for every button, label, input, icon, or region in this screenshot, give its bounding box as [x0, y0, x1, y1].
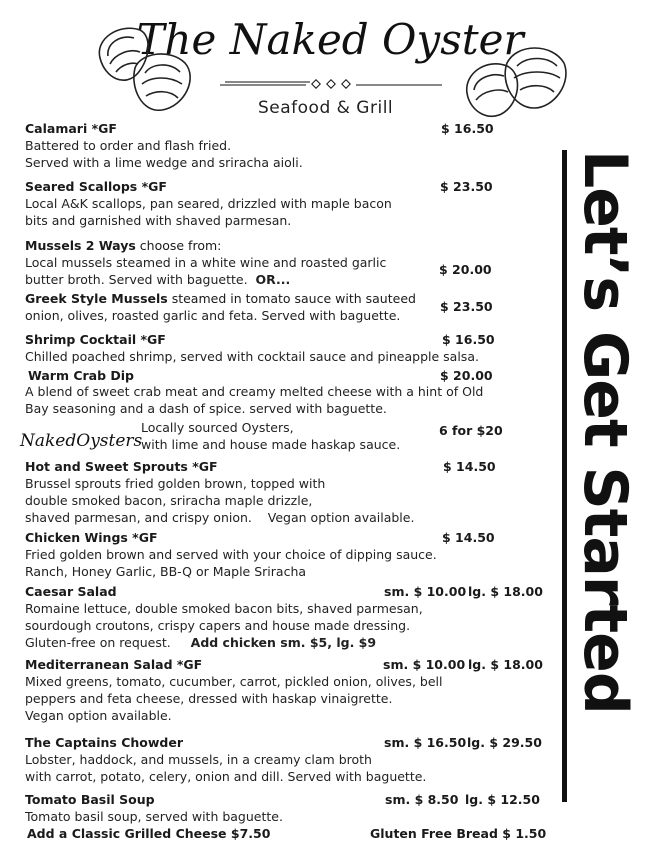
- item-price: $ 23.50: [440, 179, 493, 194]
- item-name: Calamari *GF: [25, 121, 117, 136]
- logo: [136, 4, 524, 74]
- item-desc: Romaine lettuce, double smoked bacon bits, shaved parmesan,: [25, 601, 423, 616]
- subtitle: Seafood & Grill: [258, 98, 394, 118]
- side-banner-rule: [562, 150, 567, 802]
- item-price-large: lg. $ 12.50: [465, 792, 540, 807]
- item-desc: Bay seasoning and a dash of spice. served with baguette.: [25, 401, 387, 416]
- item-price-small: sm. $ 16.50: [384, 735, 467, 750]
- item-name: Mediterranean Salad *GF: [25, 657, 203, 672]
- item-price: $ 23.50: [440, 299, 493, 314]
- item-price: $ 16.50: [441, 121, 494, 136]
- item-desc: double smoked bacon, sriracha maple drizzle,: [25, 493, 313, 508]
- item-name: Seared Scallops *GF: [25, 179, 167, 194]
- item-desc: with lime and house made haskap sauce.: [141, 437, 401, 452]
- item-price: $ 14.50: [442, 530, 495, 545]
- item-desc: Ranch, Honey Garlic, BB-Q or Maple Sriracha: [25, 564, 307, 579]
- oyster-illustration-left-icon: [90, 18, 200, 118]
- side-banner-text: Let’s Get Started: [570, 150, 640, 714]
- menu-item-caesar: [25, 584, 545, 651]
- item-price: 6 for $20: [439, 423, 503, 438]
- item-desc: Vegan option available.: [25, 708, 172, 723]
- item-desc: Served with a lime wedge and sriracha aioli.: [25, 155, 303, 170]
- item-price: $ 20.00: [440, 368, 493, 383]
- item-name-suffix: choose from:: [135, 238, 222, 253]
- item-desc: bits and garnished with shaved parmesan.: [25, 213, 292, 228]
- menu-item-oysters: [141, 419, 461, 453]
- item-price-small: sm. $ 10.00: [383, 657, 466, 672]
- item-desc: with carrot, potato, celery, onion and dill. Served with baguette.: [25, 769, 427, 784]
- item-desc: shaved parmesan, and crispy onion. Vegan option available.: [25, 510, 415, 525]
- item-desc: Local A&K scallops, pan seared, drizzled with maple bacon: [25, 196, 392, 211]
- item-price: $ 16.50: [442, 332, 495, 347]
- item-price-large: lg. $ 29.50: [467, 735, 542, 750]
- item-desc: Chilled poached shrimp, served with cocktail sauce and pineapple salsa.: [25, 349, 479, 364]
- menu-item-mediterranean: [25, 657, 545, 724]
- item-price: $ 20.00: [439, 262, 492, 277]
- item-desc: A blend of sweet crab meat and creamy melted cheese with a hint of Old: [25, 384, 484, 399]
- item-price-small: sm. $ 10.00: [384, 584, 467, 599]
- item-desc: Gluten-free on request.: [25, 635, 171, 650]
- item-name-suffix: steamed in tomato sauce with sauteed: [167, 291, 416, 306]
- item-name: The Captains Chowder: [25, 735, 183, 750]
- item-desc: butter broth. Served with baguette.: [25, 272, 248, 287]
- item-price-small: sm. $ 8.50: [385, 792, 459, 807]
- item-addon: Add chicken sm. $5, lg. $9: [190, 635, 377, 650]
- grilled-cheese-addon: Add a Classic Grilled Cheese $7.50: [27, 826, 271, 841]
- item-price-large: lg. $ 18.00: [468, 584, 543, 599]
- item-desc: Locally sourced Oysters,: [141, 420, 294, 435]
- item-name: Hot and Sweet Sprouts *GF: [25, 459, 218, 474]
- item-or: OR...: [255, 272, 291, 287]
- item-desc: Fried golden brown and served with your choice of dipping sauce.: [25, 547, 437, 562]
- item-name: Greek Style Mussels: [25, 291, 168, 306]
- item-name: Shrimp Cocktail *GF: [25, 332, 166, 347]
- item-name: Warm Crab Dip: [28, 368, 134, 383]
- item-price: $ 14.50: [443, 459, 496, 474]
- item-desc: Battered to order and flash fried.: [25, 138, 232, 153]
- item-desc: Mixed greens, tomato, cucumber, carrot, pickled onion, olives, bell: [25, 674, 443, 689]
- signature-text: NakedOysters: [20, 431, 143, 451]
- item-desc: Tomato basil soup, served with baguette.: [25, 809, 283, 824]
- item-name-line: [25, 238, 545, 254]
- item-name: Caesar Salad: [25, 584, 117, 599]
- item-name: Chicken Wings *GF: [25, 530, 158, 545]
- logo-graphic: [136, 4, 524, 74]
- item-desc: onion, olives, roasted garlic and feta. Served with baguette.: [25, 308, 401, 323]
- item-desc: Local mussels steamed in a white wine and roasted garlic: [25, 255, 387, 270]
- naked-oysters-signature: [18, 420, 143, 456]
- item-desc: Lobster, haddock, and mussels, in a creamy clam broth: [25, 752, 372, 767]
- item-desc: peppers and feta cheese, dressed with haskap vinaigrette.: [25, 691, 393, 706]
- logo-text: The Naked Oyster: [136, 15, 524, 64]
- gluten-free-bread: Gluten Free Bread $ 1.50: [370, 826, 547, 841]
- item-name: Mussels 2 Ways: [25, 238, 136, 253]
- item-desc-line: [25, 634, 545, 651]
- item-price-large: lg. $ 18.00: [468, 657, 543, 672]
- item-desc: sourdough croutons, crispy capers and house made dressing.: [25, 618, 411, 633]
- item-desc: Brussel sprouts fried golden brown, topped with: [25, 476, 326, 491]
- item-name: Tomato Basil Soup: [25, 792, 155, 807]
- logo-divider: [218, 74, 444, 96]
- menu-item-crab-dip-desc: [25, 383, 545, 417]
